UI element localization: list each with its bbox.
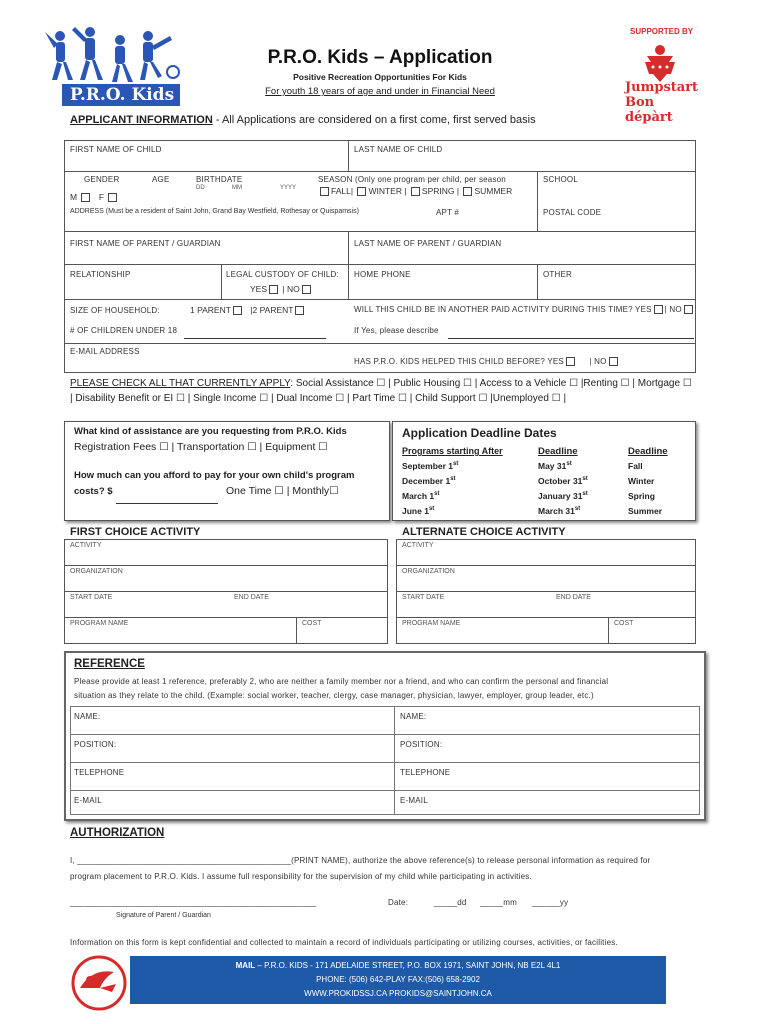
deadline-start-suffix: st [434, 491, 440, 498]
authorization-line2: program placement to P.R.O. Kids. I assume full responsibility for the supervision of my child while participating in activities. [70, 872, 532, 881]
applicant-heading-note: - All Applications are considered on a first come, first served basis [212, 114, 536, 126]
alt-activity-label: ACTIVITY [402, 542, 434, 549]
one-parent-checkbox[interactable] [233, 306, 242, 315]
other-activity-no: | NO [664, 305, 682, 314]
ref2-position: POSITION: [400, 740, 443, 749]
ref1-position: POSITION: [74, 740, 117, 749]
check-all-options1: : Social Assistance ☐ | Public Housing ☐ | Access to a Vehicle ☐ |Renting ☐ | Mortgage ☐ [290, 378, 692, 389]
one-parent: 1 PARENT [190, 305, 231, 315]
helped-question: HAS P.R.O. KIDS HELPED THIS CHILD BEFORE? YES [354, 357, 564, 366]
footer-mail: – P.R.O. KIDS - 171 ADELAIDE STREET, P.O. BOX 1971, SAINT JOHN, NB E2L 4L1 [255, 961, 561, 970]
jumpstart-logo [615, 42, 705, 125]
label-first-name: FIRST NAME OF CHILD [70, 145, 162, 154]
label-other: OTHER [543, 270, 572, 279]
afford-question: How much can you afford to pay for your own child's program [74, 470, 355, 481]
custody-no: NO [286, 284, 300, 294]
first-activity-label: ACTIVITY [70, 542, 102, 549]
label-household: SIZE OF HOUSEHOLD: [70, 306, 160, 315]
date-dd[interactable]: _____dd [434, 898, 467, 907]
footer-mail-line [130, 961, 666, 970]
deadline-season: Winter [628, 476, 655, 486]
label-last-name: LAST NAME OF CHILD [354, 145, 443, 154]
costs-line[interactable] [116, 503, 218, 504]
reference-heading: REFERENCE [74, 658, 145, 670]
first-choice-heading: FIRST CHOICE ACTIVITY [70, 526, 201, 538]
eligibility-note: For youth 18 years of age and under in Financial Need [265, 86, 495, 97]
deadline-start-suffix: st [428, 506, 435, 513]
label-children-under: # OF CHILDREN UNDER 18 [70, 326, 178, 335]
check-all-line1 [70, 378, 692, 389]
first-end-label: END DATE [234, 594, 269, 601]
spring-checkbox[interactable] [411, 187, 420, 196]
describe-line[interactable] [448, 338, 694, 339]
deadlines-col1: Programs starting After [402, 446, 503, 456]
label-apt: APT # [436, 208, 460, 217]
other-activity-yes-checkbox[interactable] [654, 305, 663, 314]
assistance-question: What kind of assistance are you requesting from P.R.O. Kids [74, 426, 347, 437]
ref1-telephone: TELEPHONE [74, 768, 125, 777]
deadline-date-text: October 31 [538, 476, 583, 486]
last-name-field[interactable] [350, 154, 694, 170]
footer-logo [70, 954, 128, 1012]
deadline-date [538, 461, 572, 471]
deadline-season: Fall [628, 461, 643, 471]
two-parent: |2 PARENT [250, 305, 294, 315]
helped-before [354, 357, 620, 366]
label-postal: POSTAL CODE [543, 208, 602, 217]
costs-label: costs? $ [74, 486, 113, 497]
label-age: AGE [152, 175, 170, 184]
deadline-date-suffix: st [574, 506, 581, 513]
first-name-field[interactable] [66, 154, 346, 170]
gender-options [70, 192, 119, 202]
summer-checkbox[interactable] [463, 187, 472, 196]
ref1-email: E-MAIL [74, 796, 102, 805]
custody-yes: YES [250, 284, 268, 294]
season-fall: FALL| [331, 186, 354, 196]
signature-label: Signature of Parent / Guardian [116, 912, 211, 919]
label-email: E-MAIL ADDRESS [70, 347, 140, 356]
label-school: SCHOOL [543, 175, 578, 184]
alternate-choice-heading: ALTERNATE CHOICE ACTIVITY [402, 526, 566, 538]
date-mm[interactable]: _____mm [480, 898, 517, 907]
first-start-label: START DATE [70, 594, 113, 601]
deadlines-col3: Deadline [628, 446, 668, 457]
reference-text1: Please provide at least 1 reference, preferably 2, who are neither a family member nor a friend, and who can confirm the personal and financial [74, 677, 609, 686]
fall-checkbox[interactable] [320, 187, 329, 196]
label-legal-custody: LEGAL CUSTODY OF CHILD: [226, 270, 339, 279]
gender-f-checkbox[interactable] [108, 193, 117, 202]
label-parent-last: LAST NAME OF PARENT / GUARDIAN [354, 239, 502, 248]
season-spring: SPRING | [421, 186, 460, 196]
reference-grid [70, 706, 700, 815]
gender-m: M [70, 192, 78, 202]
label-mm: MM [232, 185, 242, 191]
deadline-start [402, 506, 434, 516]
label-if-yes: If Yes, please describe [354, 326, 439, 335]
ref2-name: NAME: [400, 712, 427, 721]
authorization-line1: I, ______________________________________________(PRINT NAME), authorize the above reference(s) to release personal information as required for [70, 856, 651, 865]
prokids-logo [40, 22, 186, 108]
helped-no: | NO [589, 357, 607, 366]
ref1-name: NAME: [74, 712, 101, 721]
label-dd: DD [196, 185, 205, 191]
other-activity-question: WILL THIS CHILD BE IN ANOTHER PAID ACTIVITY DURING THIS TIME? YES [354, 305, 652, 314]
two-parent-checkbox[interactable] [295, 306, 304, 315]
date-yy[interactable]: ______yy [532, 898, 569, 907]
custody-yes-checkbox[interactable] [269, 285, 278, 294]
alt-start-label: START DATE [402, 594, 445, 601]
deadline-date-suffix: st [566, 461, 572, 468]
deadline-season: Summer [628, 506, 663, 516]
other-activity-no-checkbox[interactable] [684, 305, 693, 314]
deadline-start [402, 461, 458, 471]
deadline-start [402, 476, 456, 486]
reference-text2: situation as they relate to the child. (Example: social worker, teacher, clergy, case manager, physician, lawyer, employer, group leader, etc.) [74, 691, 594, 700]
season-winter: WINTER | [368, 186, 407, 196]
label-season: SEASON (Only one program per child, per season [318, 175, 506, 184]
signature-line[interactable]: _____________________________________________________ [70, 898, 317, 907]
deadline-season: Spring [628, 491, 655, 501]
deadline-start-text: December 1 [402, 476, 451, 486]
deadline-date-text: March 31 [538, 506, 575, 516]
season-summer: SUMMER [474, 186, 513, 196]
deadline-date [538, 506, 580, 516]
deadlines-title: Application Deadline Dates [402, 426, 557, 440]
deadline-date-text: May 31 [538, 461, 567, 471]
ref2-telephone: TELEPHONE [400, 768, 451, 777]
deadline-start-text: March 1 [402, 491, 435, 501]
gender-m-checkbox[interactable] [81, 193, 90, 202]
label-gender: GENDER [84, 175, 120, 184]
confidential-note: Information on this form is kept confidential and collected to maintain a record of individuals participating or utilizing courses, activities, or facilities. [70, 938, 618, 947]
deadlines-col2: Deadline [538, 446, 578, 457]
label-birthdate: BIRTHDATE [196, 175, 243, 184]
deadline-start-suffix: st [453, 461, 459, 468]
logo-text: P.R.O. Kids [69, 85, 175, 105]
authorization-heading: AUTHORIZATION [70, 827, 165, 839]
children-under-line[interactable] [184, 338, 326, 339]
footer-mail-label: MAIL [235, 961, 256, 970]
deadline-start [402, 491, 439, 501]
household-options [190, 305, 306, 315]
footer-web[interactable]: WWW.PROKIDSSJ.CA PROKIDS@SAINTJOHN.CA [304, 989, 492, 998]
applicant-heading: APPLICANT INFORMATION [70, 114, 213, 126]
jumpstart-line2: Bon dépàrt [625, 95, 673, 125]
birthdate-field[interactable] [194, 192, 312, 206]
first-program-label: PROGRAM NAME [70, 620, 129, 627]
deadline-date-suffix: st [582, 491, 588, 498]
ref2-email: E-MAIL [400, 796, 428, 805]
gender-f: F [98, 192, 105, 202]
label-home-phone: HOME PHONE [354, 270, 411, 279]
alt-cost-label: COST [614, 620, 634, 627]
label-other-activity [354, 305, 695, 314]
custody-options: YES | NO [250, 284, 313, 294]
frequency-options: One Time ☐ | Monthly☐ [226, 485, 339, 497]
supported-by: SUPPORTED BY [630, 27, 694, 36]
deadline-date-suffix: st [582, 476, 588, 483]
applicant-heading-row [70, 114, 536, 126]
label-yyyy: YYYY [280, 185, 297, 191]
check-all-line2: | Disability Benefit or EI ☐ | Single Income ☐ | Dual Income ☐ | Part Time ☐ | Child Support ☐ |Unemployed ☐ | [70, 393, 567, 404]
label-relationship: RELATIONSHIP [70, 270, 131, 279]
first-org-label: ORGANIZATION [70, 568, 123, 575]
deadline-date-text: January 31 [538, 491, 583, 501]
jumpstart-line1: Jumpstart [625, 80, 699, 95]
page-subtitle: Positive Recreation Opportunities For Kids [293, 72, 467, 82]
alt-program-label: PROGRAM NAME [402, 620, 461, 627]
first-cost-label: COST [302, 620, 322, 627]
deadline-start-text: June 1 [402, 506, 429, 516]
helped-yes-checkbox[interactable] [566, 357, 575, 366]
alt-end-label: END DATE [556, 594, 591, 601]
deadline-date [538, 476, 588, 486]
deadline-start-suffix: st [450, 476, 456, 483]
helped-no-checkbox[interactable] [609, 357, 618, 366]
footer-phone: PHONE: (506) 642-PLAY FAX:(506) 658-2902 [316, 975, 480, 984]
custody-no-checkbox[interactable] [302, 285, 311, 294]
season-options [318, 186, 512, 196]
winter-checkbox[interactable] [357, 187, 366, 196]
page-title: P.R.O. Kids – Application [267, 47, 493, 68]
label-parent-first: FIRST NAME OF PARENT / GUARDIAN [70, 239, 221, 248]
assistance-options: Registration Fees ☐ | Transportation ☐ | Equipment ☐ [74, 441, 328, 453]
alt-org-label: ORGANIZATION [402, 568, 455, 575]
date-label: Date: [388, 898, 409, 907]
label-address: ADDRESS (Must be a resident of Saint John, Grand Bay Westfield, Rothesay or Quispamsis) [70, 208, 359, 215]
deadline-start-text: September 1 [402, 461, 454, 471]
check-all-lead: PLEASE CHECK ALL THAT CURRENTLY APPLY [70, 378, 291, 389]
deadline-date [538, 491, 588, 501]
